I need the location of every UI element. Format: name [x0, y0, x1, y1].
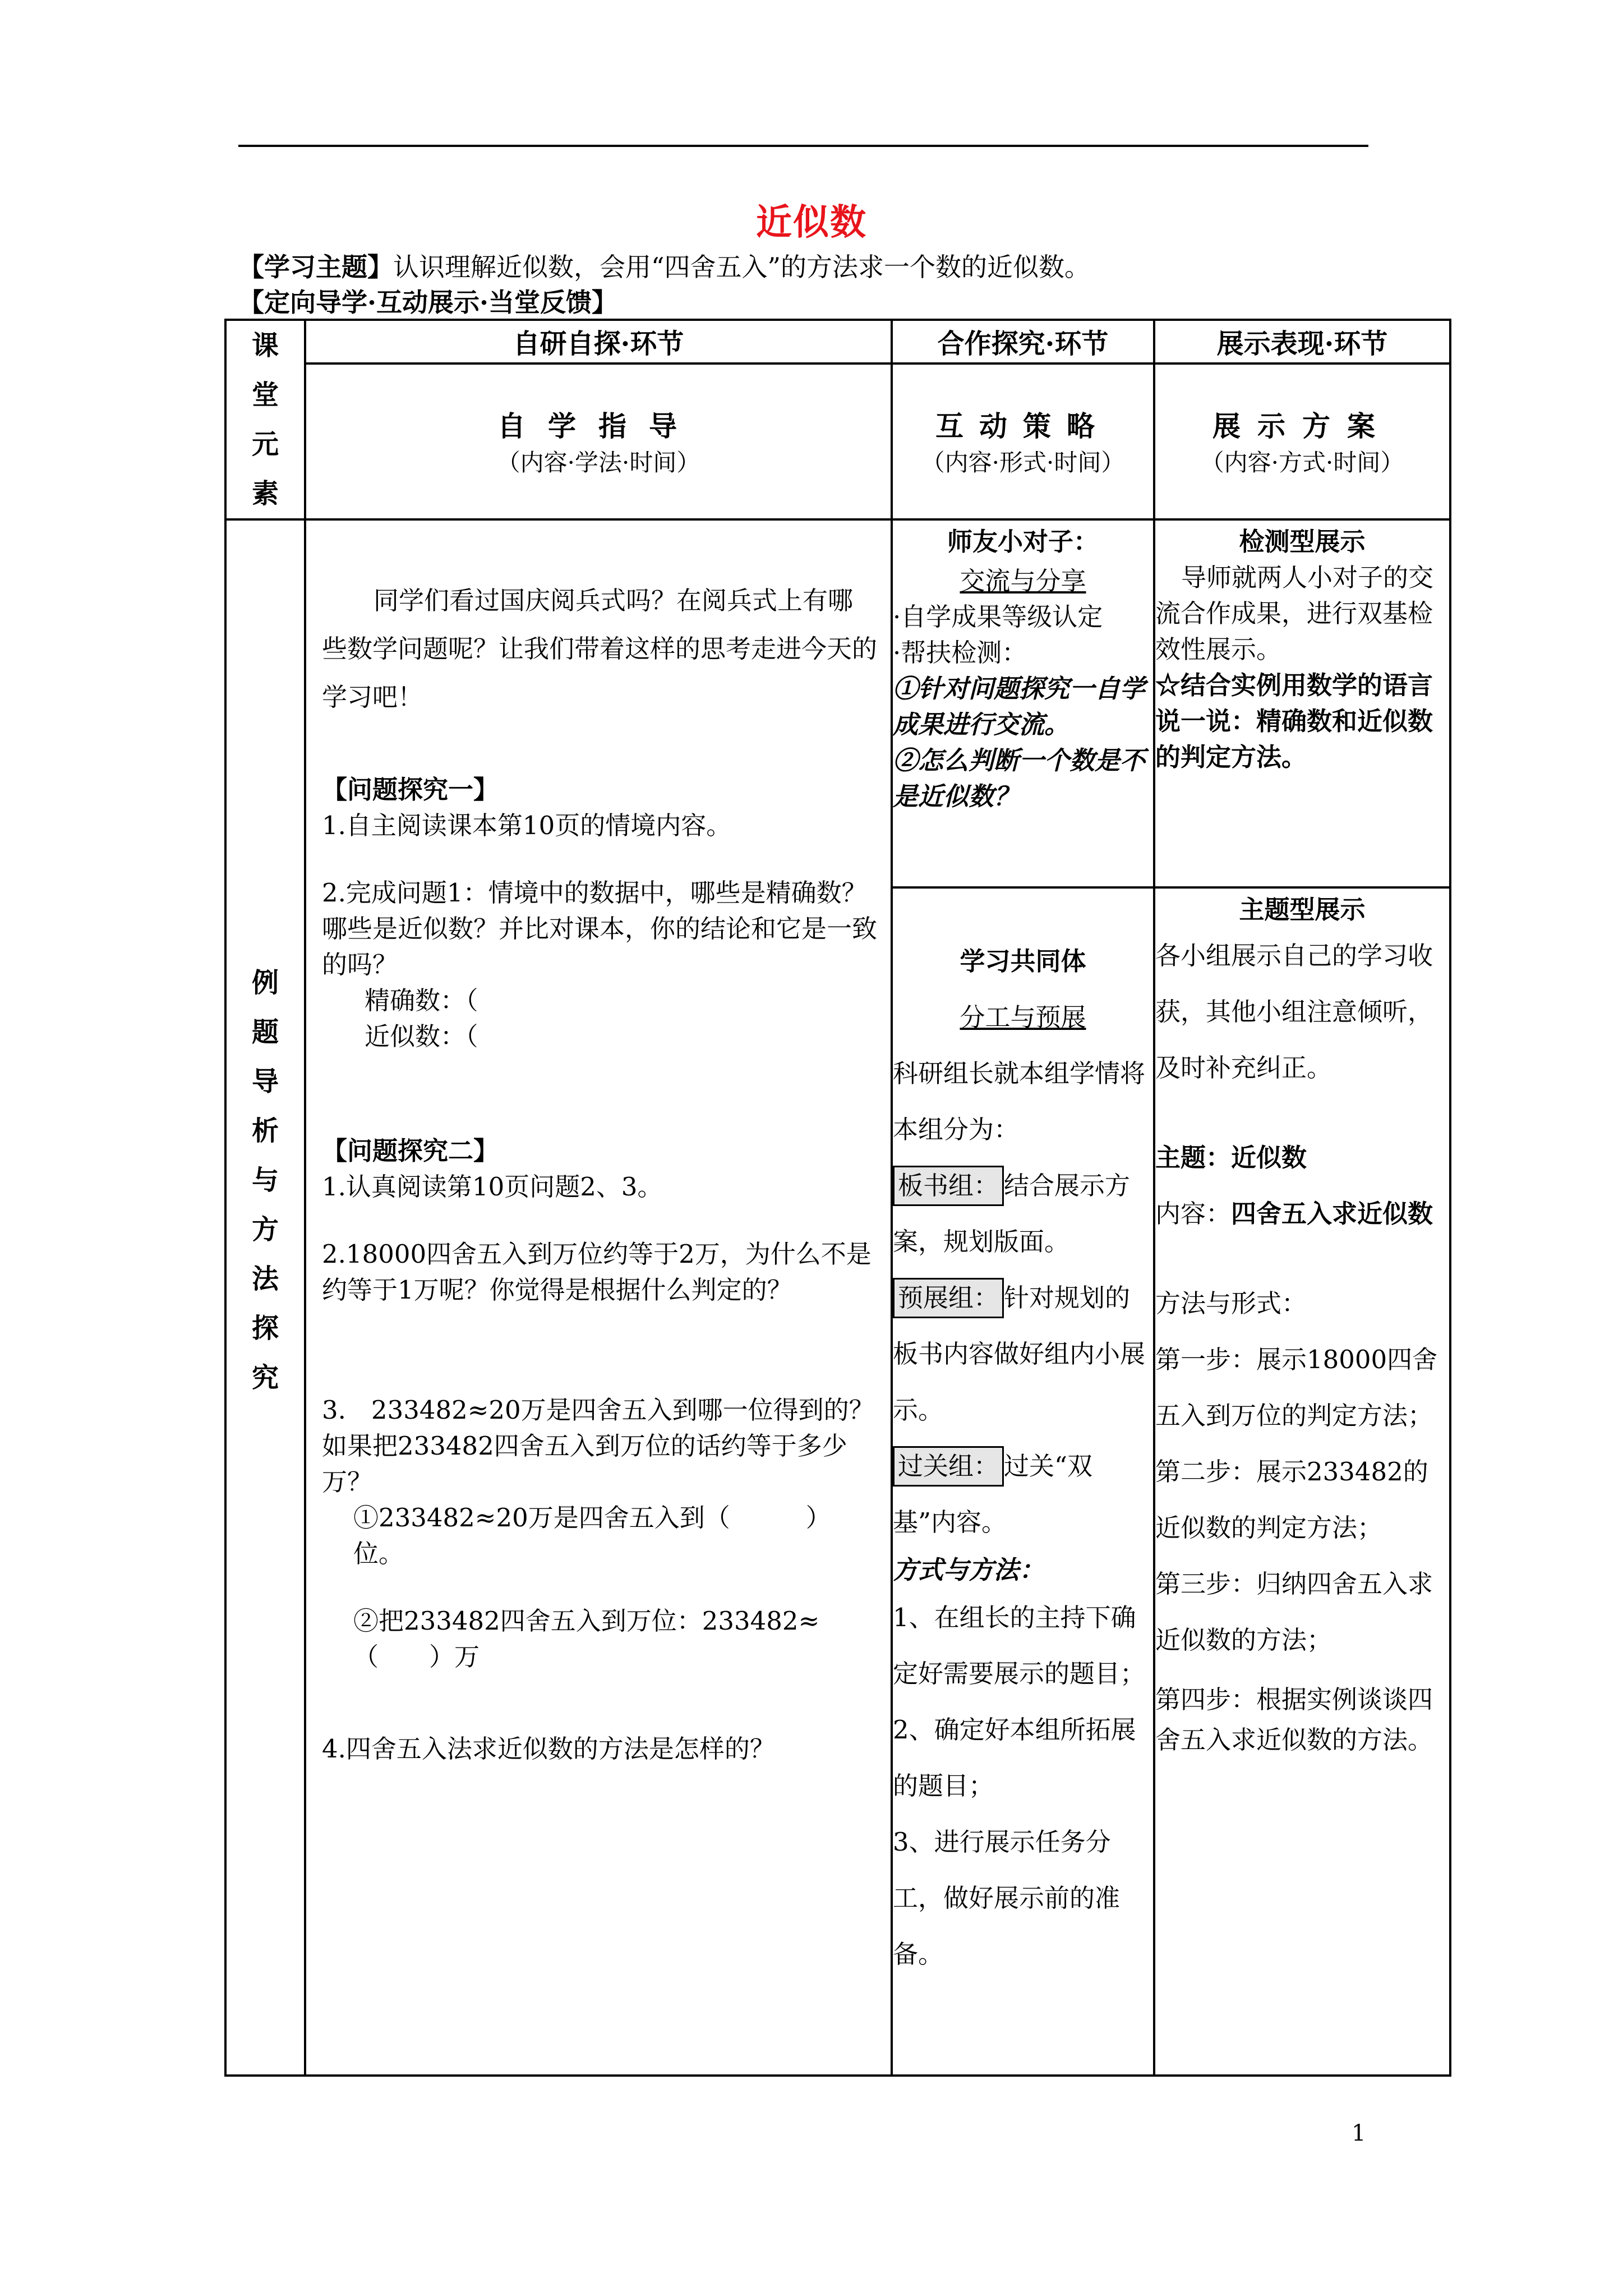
- learning-group-title: 学习共同体: [960, 946, 1086, 976]
- mentor-pair-i1: ①针对问题探究一自学成果进行交流。: [893, 674, 1146, 739]
- q1-approx: 近似数：（: [365, 1022, 478, 1051]
- check-show-text: 导师就两人小对子的交流合作成果，进行双基检效性展示。: [1155, 563, 1434, 664]
- q1-title: 【问题探究一】: [322, 775, 499, 804]
- page-number: 1: [1352, 2120, 1366, 2146]
- theme-show-text: 各小组展示自己的学习收获，其他小组注意倾听，及时补充纠正。: [1155, 941, 1433, 1083]
- row-label: 例 题 导 析 与 方 法 探 究: [225, 519, 305, 2076]
- check-show-star: ☆结合实例用数学的语言说一说：精确数和近似数的判定方法。: [1155, 670, 1433, 772]
- learning-group-sub: 分工与预展: [960, 1002, 1086, 1032]
- mentor-pair-sub: 交流与分享: [960, 566, 1086, 596]
- q2-item-3a: ①233482≈20万是四舍五入到（ ）位。: [353, 1503, 831, 1568]
- top-rule: [238, 145, 1368, 147]
- theme-show-content: [1154, 887, 1450, 2076]
- learning-group-intro: 科研组长就本组学情将本组分为：: [893, 1059, 1146, 1144]
- element-label: 课 堂 元 素: [225, 320, 305, 519]
- q2-item-3: 3. 233482≈20万是四舍五入到哪一位得到的？如果把233482四舍五入到万位的话约等于多少万？: [322, 1395, 874, 1497]
- learning-group-content: [892, 887, 1154, 2076]
- self-study-content: [305, 519, 892, 2076]
- step-3: 第三步：归纳四舍五入求近似数的方法；: [1155, 1569, 1433, 1655]
- step-4: 第四步：根据实例谈谈四舍五入求近似数的方法。: [1155, 1685, 1433, 1755]
- q1-exact: 精确数：（: [365, 986, 478, 1015]
- theme-show-title: 主题型展示: [1239, 895, 1366, 924]
- group-blackboard: 板书组： 结合展示方案，规划版面。: [893, 1158, 1153, 1270]
- check-show-title: 检测型展示: [1239, 527, 1366, 556]
- mentor-pair-i2: ②怎么判断一个数是不是近似数？: [893, 746, 1146, 811]
- theme-line: 主题：近似数: [1155, 1143, 1307, 1172]
- col-header-presentation: 展示表现·环节: [1154, 320, 1450, 364]
- topic-text: 认识理解近似数，会用“四舍五入”的方法求一个数的近似数。: [393, 252, 1091, 282]
- method-title: 方式与方法：: [893, 1555, 1045, 1585]
- mentor-pair-b2: ·帮扶检测：: [893, 638, 1027, 668]
- topic-label: 【学习主题】: [238, 252, 393, 282]
- q1-item-1: 1.自主阅读课本第10页的情境内容。: [322, 811, 732, 840]
- q2-title: 【问题探究二】: [322, 1136, 499, 1166]
- guide-line: 【定向导学·互动展示·当堂反馈】: [238, 287, 618, 318]
- method-form: 方法与形式：: [1155, 1289, 1307, 1318]
- q1-item-2: 2.完成问题1：情境中的数据中，哪些是精确数？哪些是近似数？并比对课本，你的结论和它是一致的吗？: [322, 878, 878, 979]
- step-1: 第一步：展示18000四舍五入到万位的判定方法；: [1155, 1345, 1438, 1430]
- mentor-pair-content: [892, 519, 1154, 887]
- group-preview: 预展组： 针对规划的板书内容做好组内小展示。: [893, 1270, 1153, 1438]
- method-2: 2、确定好本组所拓展的题目；: [893, 1715, 1136, 1801]
- subheader-showcase: 展示方案 （内容·方式·时间）: [1154, 364, 1450, 519]
- page-title: 近似数: [756, 201, 867, 243]
- subheader-interaction: 互动策略 （内容·形式·时间）: [892, 364, 1154, 519]
- method-3: 3、进行展示任务分工，做好展示前的准备。: [893, 1827, 1121, 1969]
- step-2: 第二步：展示233482的近似数的判定方法；: [1155, 1457, 1428, 1543]
- q2-item-4: 4.四舍五入法求近似数的方法是怎样的？: [322, 1734, 775, 1764]
- content-line: 内容：四舍五入求近似数: [1155, 1199, 1433, 1228]
- method-1: 1、在组长的主持下确定好需要展示的题目；: [893, 1603, 1146, 1688]
- mentor-pair-title: 师友小对子：: [947, 527, 1099, 556]
- subheader-self-study: 自学指导 （内容·学法·时间）: [305, 364, 892, 519]
- intro-text: 同学们看过国庆阅兵式吗？在阅兵式上有哪些数学问题呢？让我们带着这样的思考走进今天的学习吧！: [322, 586, 878, 712]
- check-show-content: [1154, 519, 1450, 887]
- group-pass: 过关组： 过关“双基”内容。: [893, 1438, 1153, 1550]
- topic-line: [238, 247, 1090, 284]
- mentor-pair-b1: ·自学成果等级认定: [893, 602, 1103, 632]
- col-header-self-study: 自研自探·环节: [305, 320, 892, 364]
- q2-item-2: 2.18000四舍五入到万位约等于2万，为什么不是约等于1万呢？你觉得是根据什么判定的？: [322, 1239, 872, 1305]
- q2-item-3b: ②把233482四舍五入到万位：233482≈（ ）万: [353, 1606, 820, 1672]
- lesson-table: [224, 319, 1451, 2077]
- q2-item-1: 1.认真阅读第10页问题2、3。: [322, 1172, 663, 1202]
- col-header-cooperation: 合作探究·环节: [892, 320, 1154, 364]
